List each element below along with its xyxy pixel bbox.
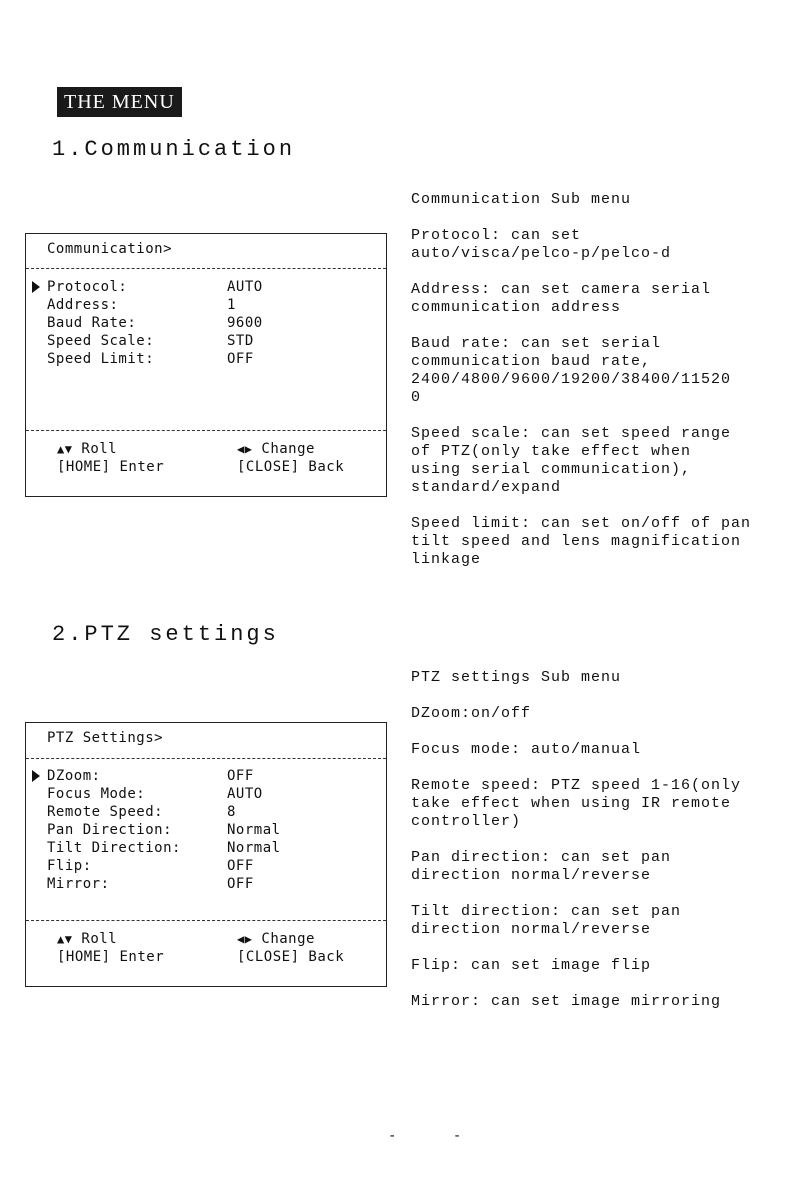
communication-description <box>411 191 801 587</box>
osd-row-label: Baud Rate: <box>47 315 137 331</box>
up-down-arrows-icon: ▲▼ <box>57 442 73 456</box>
osd-row-value: STD <box>227 333 254 349</box>
osd-roll-hint: ▲▼ Roll <box>57 931 118 947</box>
osd-row-label: Focus Mode: <box>47 786 146 802</box>
osd-row-label: DZoom: <box>47 768 101 784</box>
osd-back-hint: [CLOSE] Back <box>237 949 345 965</box>
description-paragraph: Remote speed: PTZ speed 1-16(only take effect when using IR remote controller) <box>411 777 742 830</box>
description-paragraph: Protocol: can set auto/visca/pelco-p/pelco-d <box>411 227 672 262</box>
description-paragraph: DZoom:on/off <box>411 705 532 722</box>
osd-row-label: Flip: <box>47 858 92 874</box>
description-paragraph: Speed scale: can set speed range of PTZ(only take effect when using serial communication), standard/expand <box>411 425 732 496</box>
osd-row-value: AUTO <box>227 786 263 802</box>
description-paragraph: Address: can set camera serial communication address <box>411 281 712 316</box>
communication-osd-menu <box>25 233 387 497</box>
osd-row-value: OFF <box>227 858 254 874</box>
osd-back-hint: [CLOSE] Back <box>237 459 345 475</box>
selection-cursor-icon <box>32 281 40 293</box>
osd-row-label: Pan Direction: <box>47 822 173 838</box>
description-paragraph: Pan direction: can set pan direction normal/reverse <box>411 849 672 884</box>
osd-row-value: Normal <box>227 822 281 838</box>
section-title-ptz-settings: 2.PTZ settings <box>52 622 279 647</box>
osd-change-hint: ◀▶ Change <box>237 441 315 457</box>
description-paragraph: PTZ settings Sub menu <box>411 669 622 686</box>
selection-cursor-icon <box>32 770 40 782</box>
osd-row-label: Speed Scale: <box>47 333 155 349</box>
description-paragraph: Communication Sub menu <box>411 191 632 208</box>
ptz-settings-osd-menu <box>25 722 387 987</box>
osd-row-value: 8 <box>227 804 236 820</box>
osd-enter-hint: [HOME] Enter <box>57 459 165 475</box>
osd-divider-bottom <box>26 430 386 431</box>
description-paragraph: Speed limit: can set on/off of pan tilt speed and lens magnification linkage <box>411 515 752 568</box>
description-paragraph: Mirror: can set image mirroring <box>411 993 722 1010</box>
left-right-arrows-icon: ◀▶ <box>237 932 253 946</box>
osd-divider-top <box>26 758 386 759</box>
osd-row-value: OFF <box>227 351 254 367</box>
osd-row-value: 1 <box>227 297 236 313</box>
osd-row-value: AUTO <box>227 279 263 295</box>
osd-row-value: OFF <box>227 876 254 892</box>
description-paragraph: Flip: can set image flip <box>411 957 652 974</box>
osd-row-label: Speed Limit: <box>47 351 155 367</box>
osd-enter-hint: [HOME] Enter <box>57 949 165 965</box>
menu-header-badge: THE MENU <box>57 87 182 117</box>
osd-title: PTZ Settings> <box>47 730 164 746</box>
page-number: - - <box>388 1128 486 1144</box>
ptz-settings-description <box>411 669 801 1029</box>
osd-row-label: Address: <box>47 297 119 313</box>
osd-roll-hint: ▲▼ Roll <box>57 441 118 457</box>
osd-row-label: Mirror: <box>47 876 110 892</box>
osd-title: Communication> <box>47 241 173 257</box>
up-down-arrows-icon: ▲▼ <box>57 932 73 946</box>
osd-divider-top <box>26 268 386 269</box>
osd-row-value: OFF <box>227 768 254 784</box>
left-right-arrows-icon: ◀▶ <box>237 442 253 456</box>
osd-row-label: Tilt Direction: <box>47 840 181 856</box>
osd-divider-bottom <box>26 920 386 921</box>
osd-row-value: 9600 <box>227 315 263 331</box>
description-paragraph: Baud rate: can set serial communication baud rate, 2400/4800/9600/19200/38400/11520 0 <box>411 335 732 406</box>
section-title-communication: 1.Communication <box>52 137 296 162</box>
description-paragraph: Tilt direction: can set pan direction normal/reverse <box>411 903 682 938</box>
osd-row-label: Protocol: <box>47 279 128 295</box>
osd-row-value: Normal <box>227 840 281 856</box>
description-paragraph: Focus mode: auto/manual <box>411 741 642 758</box>
osd-row-label: Remote Speed: <box>47 804 164 820</box>
osd-change-hint: ◀▶ Change <box>237 931 315 947</box>
